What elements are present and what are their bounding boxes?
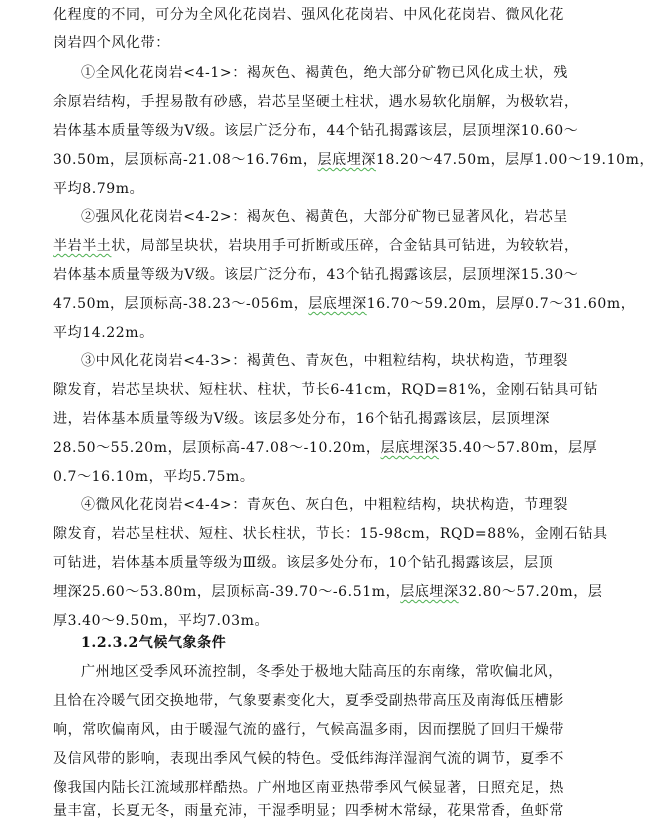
climate-line-5: 像我国内陆长江流域那样酷热。广州地区南亚热带季风气候显著，日照充足，热 xyxy=(53,780,564,796)
layer-4-1-line-1: ①全风化花岗岩<4-1>：褐灰色、褐黄色，绝大部分矿物已风化成土状，残 xyxy=(81,65,569,81)
layer-4-4-line-2: 隙发育，岩芯呈柱状、短柱、状长柱状，节长：15-98cm，RQD=88%，金刚石钻具 xyxy=(53,526,608,542)
layer-4-2-line-2-b: 状，局部呈块状，岩块用手可折断或压碎，合金钻具可钻进，为较软岩， xyxy=(111,238,579,254)
layer-4-2-line-5: 平均14.22m。 xyxy=(53,325,154,341)
layer-4-1-line-4 xyxy=(53,149,654,171)
layer-4-2-line-2 xyxy=(53,235,593,257)
layer-4-2-spellcheck-term-b: 层底埋深 xyxy=(308,296,367,312)
intro-line-2: 岗岩四个风化带： xyxy=(53,35,170,51)
layer-4-2-line-1: ②强风化花岗岩<4-2>：褐灰色、褐黄色，大部分矿物已显著风化，岩芯呈 xyxy=(81,209,569,225)
layer-4-3-line-3: 进，岩体基本质量等级为Ⅴ级。该层多处分布，16个钻孔揭露该层，层顶埋深 xyxy=(53,411,550,427)
layer-4-4-line-4-a: 埋深25.60～53.80m，层顶标高-39.70～-6.51m， xyxy=(53,584,401,600)
layer-4-1-spellcheck-term: 层底埋深 xyxy=(317,152,376,168)
layer-4-3-line-1: ③中风化花岗岩<4-3>：褐黄色、青灰色，中粗粒结构，块状构造，节理裂 xyxy=(81,353,569,369)
climate-line-4: 及信风带的影响，表现出季风气候的特色。受低纬海洋湿润气流的调节，夏季不 xyxy=(53,751,564,767)
layer-4-3-line-2: 隙发育，岩芯呈块状、短柱状、柱状，节长6-41cm，RQD=81%，金刚石钻具可钻 xyxy=(53,382,599,398)
layer-4-2-line-3: 岩体基本质量等级为Ⅴ级。该层广泛分布，43个钻孔揭露该层，层顶埋深15.30～ xyxy=(53,267,579,283)
layer-4-3-line-4-c: 35.40～57.80m，层厚 xyxy=(438,440,598,456)
layer-4-4-spellcheck-term: 层底埋深 xyxy=(400,584,459,600)
layer-4-1-line-2: 余原岩结构，手捏易散有砂感，岩芯呈坚硬土柱状，遇水易软化崩解，为极软岩， xyxy=(53,94,579,110)
layer-4-2-line-4 xyxy=(53,293,636,315)
layer-4-3-spellcheck-term: 层底埋深 xyxy=(380,440,439,456)
layer-4-1-line-3: 岩体基本质量等级为Ⅴ级。该层广泛分布，44个钻孔揭露该层，层顶埋深10.60～ xyxy=(53,123,579,139)
layer-4-2-line-4-a: 47.50m，层顶标高-38.23～-056m， xyxy=(53,296,309,312)
climate-line-1: 广州地区受季风环流控制，冬季处于极地大陆高压的东南缘，常吹偏北风， xyxy=(81,664,563,680)
layer-4-1-line-4-c: 18.20～47.50m，层厚1.00～19.10m， xyxy=(375,152,654,168)
climate-line-2: 且恰在冷暖气团交换地带，气象要素变化大，夏季受副热带高压及南海低压槽影 xyxy=(53,693,564,709)
layer-4-3-line-4-a: 28.50～55.20m，层顶标高-47.08～-10.20m， xyxy=(53,440,381,456)
climate-line-6: 量丰富，长夏无冬，雨量充沛，干湿季明显；四季树木常绿，花果常香，鱼虾常 xyxy=(53,803,564,819)
layer-4-2-line-4-c: 16.70～59.20m，层厚0.7～31.60m， xyxy=(366,296,636,312)
layer-4-1-line-4-a: 30.50m，层顶标高-21.08～16.76m， xyxy=(53,152,318,168)
layer-4-4-line-1: ④微风化花岗岩<4-4>：青灰色、灰白色，中粗粒结构，块状构造，节理裂 xyxy=(81,497,569,513)
layer-4-4-line-3: 可钻进，岩体基本质量等级为Ⅲ级。该层多处分布，10个钻孔揭露该层，层顶 xyxy=(53,555,554,571)
layer-4-3-line-5: 0.7～16.10m，平均5.75m。 xyxy=(53,469,255,485)
layer-4-4-line-4 xyxy=(53,581,603,603)
layer-4-1-line-5: 平均8.79m。 xyxy=(53,181,145,197)
layer-4-4-line-5: 厚3.40～9.50m，平均7.03m。 xyxy=(53,613,270,629)
layer-4-2-spellcheck-term-a: 半岩半土 xyxy=(53,238,112,254)
layer-4-4-line-4-c: 32.80～57.20m，层 xyxy=(458,584,603,600)
section-heading: 1.2.3.2气候气象条件 xyxy=(81,635,227,651)
climate-line-3: 响，常吹偏南风，由于暖湿气流的盛行，气候高温多雨，因而摆脱了回归干燥带 xyxy=(53,722,564,738)
intro-line-1: 化程度的不同，可分为全风化花岗岩、强风化花岗岩、中风化花岗岩、微风化花 xyxy=(53,7,564,23)
layer-4-3-line-4 xyxy=(53,437,598,459)
